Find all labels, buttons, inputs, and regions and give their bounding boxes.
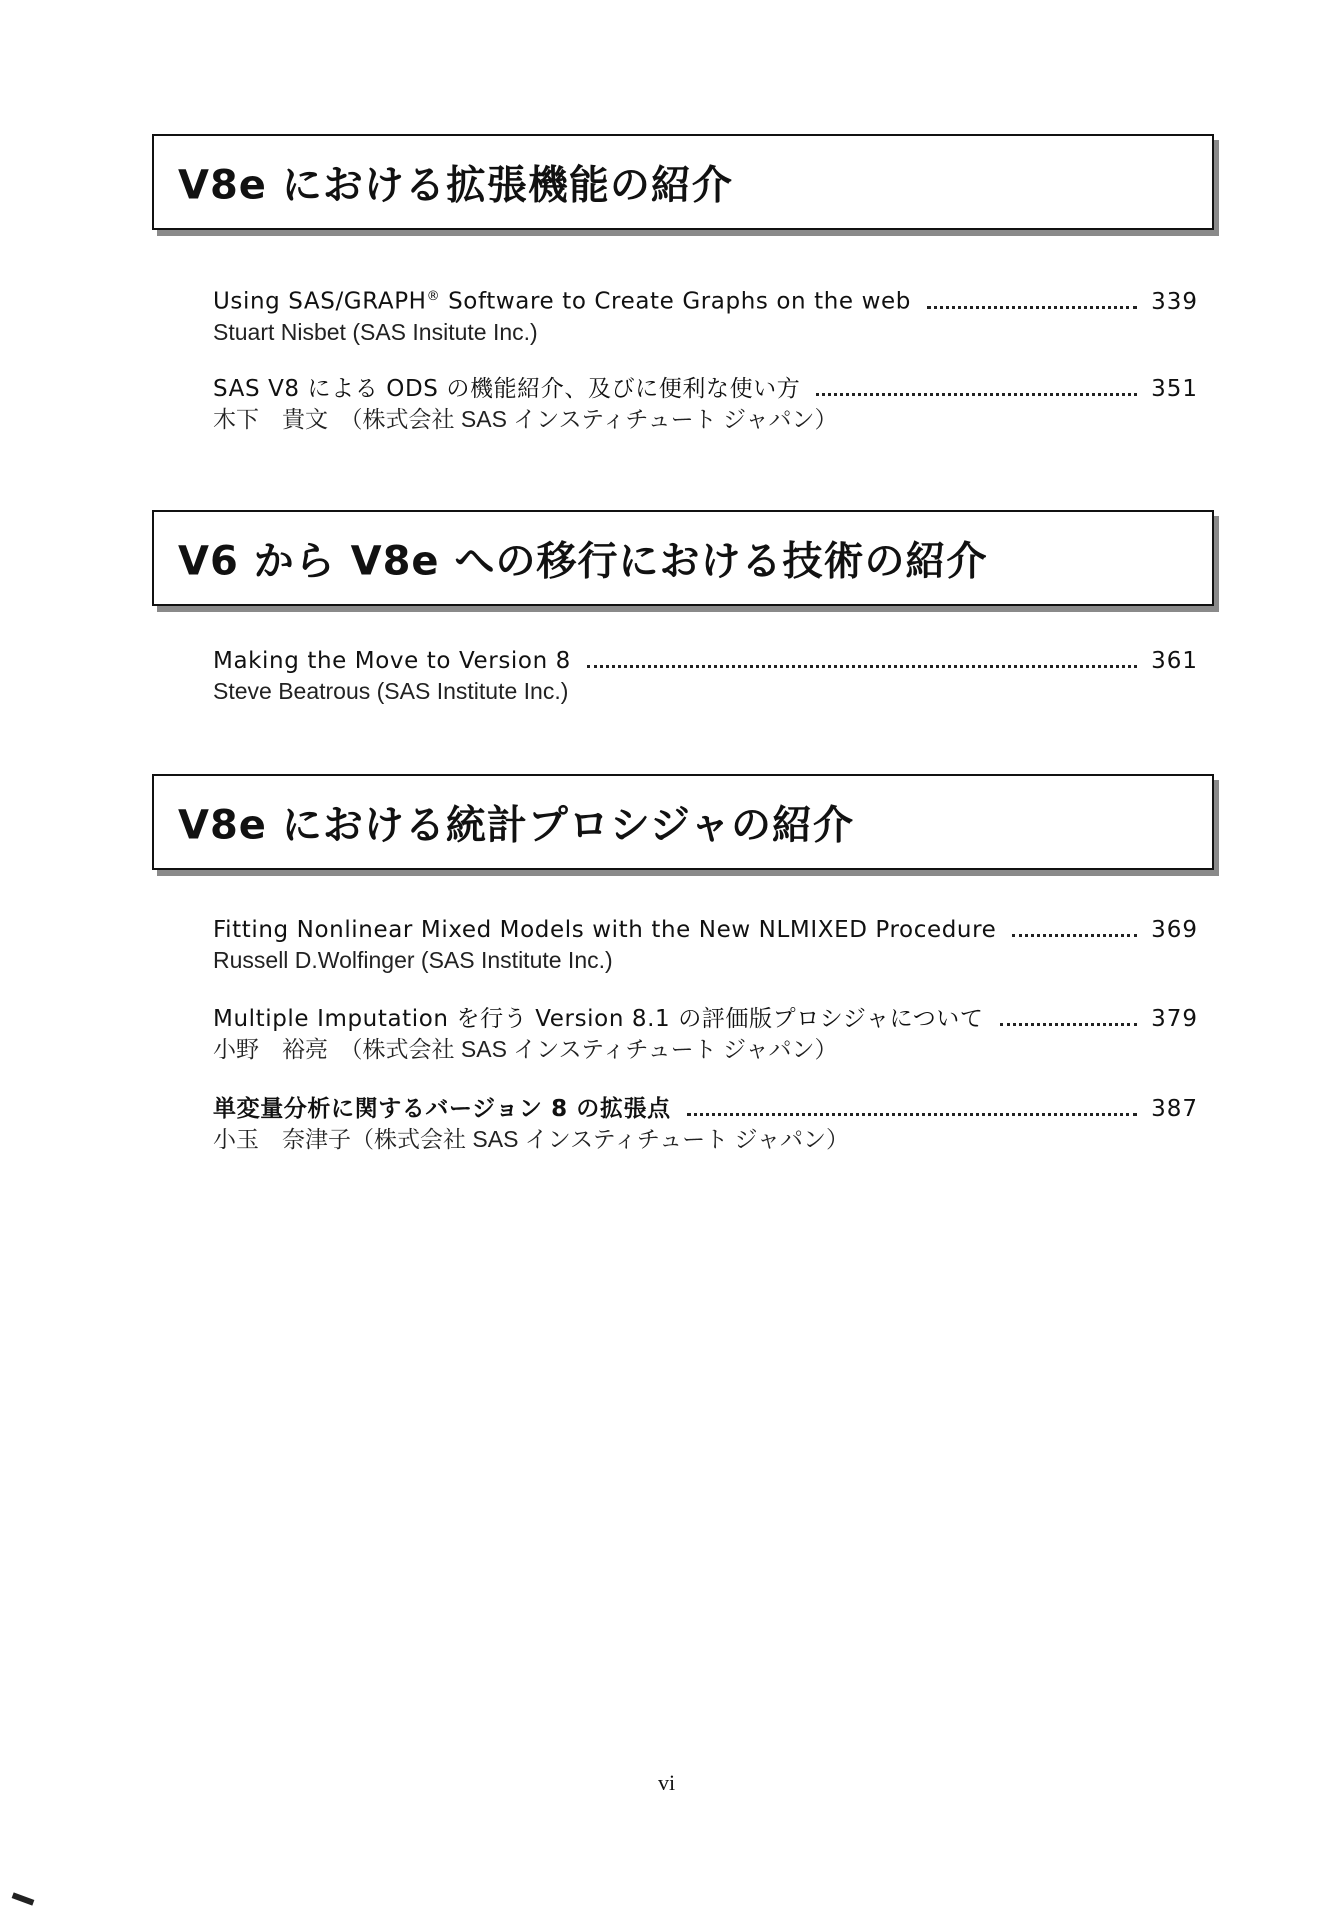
section-title: V8e における統計プロシジャの紹介 bbox=[178, 802, 855, 849]
dot-leader bbox=[1012, 934, 1137, 937]
entry-title: Using SAS/GRAPH® Software to Create Graphs on the web bbox=[213, 288, 911, 315]
section-header-2 bbox=[152, 510, 1214, 606]
dot-leader bbox=[1000, 1023, 1138, 1026]
page-folio: vi bbox=[657, 1770, 676, 1795]
page-number: 387 bbox=[1151, 1096, 1198, 1122]
toc-entry[interactable] bbox=[213, 1004, 1198, 1064]
section-title: V6 から V8e への移行における技術の紹介 bbox=[178, 538, 988, 585]
page-number: 361 bbox=[1151, 648, 1198, 674]
page-number: 339 bbox=[1151, 288, 1198, 315]
scan-artifact bbox=[12, 1892, 35, 1905]
section-header-3 bbox=[152, 774, 1214, 870]
entry-author: Stuart Nisbet (SAS Insitute Inc.) bbox=[213, 318, 538, 345]
page-number: 351 bbox=[1151, 376, 1198, 402]
entry-title: 単変量分析に関するバージョン 8 の拡張点 bbox=[213, 1096, 671, 1122]
entry-title: Making the Move to Version 8 bbox=[213, 648, 571, 674]
dot-leader bbox=[587, 665, 1137, 668]
entry-title: Multiple Imputation を行う Version 8.1 の評価版プロシジャについて bbox=[213, 1006, 984, 1032]
entry-title: Fitting Nonlinear Mixed Models with the New NLMIXED Procedure bbox=[213, 917, 997, 943]
dot-leader bbox=[687, 1113, 1137, 1116]
toc-entry[interactable] bbox=[213, 1094, 1198, 1154]
toc-entry[interactable] bbox=[213, 915, 1198, 975]
entry-author: 小玉 奈津子（株式会社 SAS インスティチュート ジャパン） bbox=[213, 1126, 850, 1152]
entry-author: Russell D.Wolfinger (SAS Institute Inc.) bbox=[213, 947, 613, 973]
toc-entry[interactable] bbox=[213, 282, 1198, 347]
section-title: V8e における拡張機能の紹介 bbox=[178, 162, 733, 209]
registered-mark: ® bbox=[426, 289, 441, 304]
dot-leader bbox=[816, 393, 1137, 396]
toc-entry[interactable] bbox=[213, 374, 1198, 434]
section-header-1 bbox=[152, 134, 1214, 230]
entry-author: 小野 裕亮 （株式会社 SAS インスティチュート ジャパン） bbox=[213, 1036, 838, 1062]
entry-author: 木下 貴文 （株式会社 SAS インスティチュート ジャパン） bbox=[213, 406, 838, 432]
toc-entry[interactable] bbox=[213, 646, 1198, 706]
entry-author: Steve Beatrous (SAS Institute Inc.) bbox=[213, 678, 569, 704]
page-number: 379 bbox=[1151, 1006, 1198, 1032]
dot-leader bbox=[927, 306, 1137, 309]
page-number: 369 bbox=[1151, 917, 1198, 943]
entry-title: SAS V8 による ODS の機能紹介、及びに便利な使い方 bbox=[213, 376, 801, 402]
